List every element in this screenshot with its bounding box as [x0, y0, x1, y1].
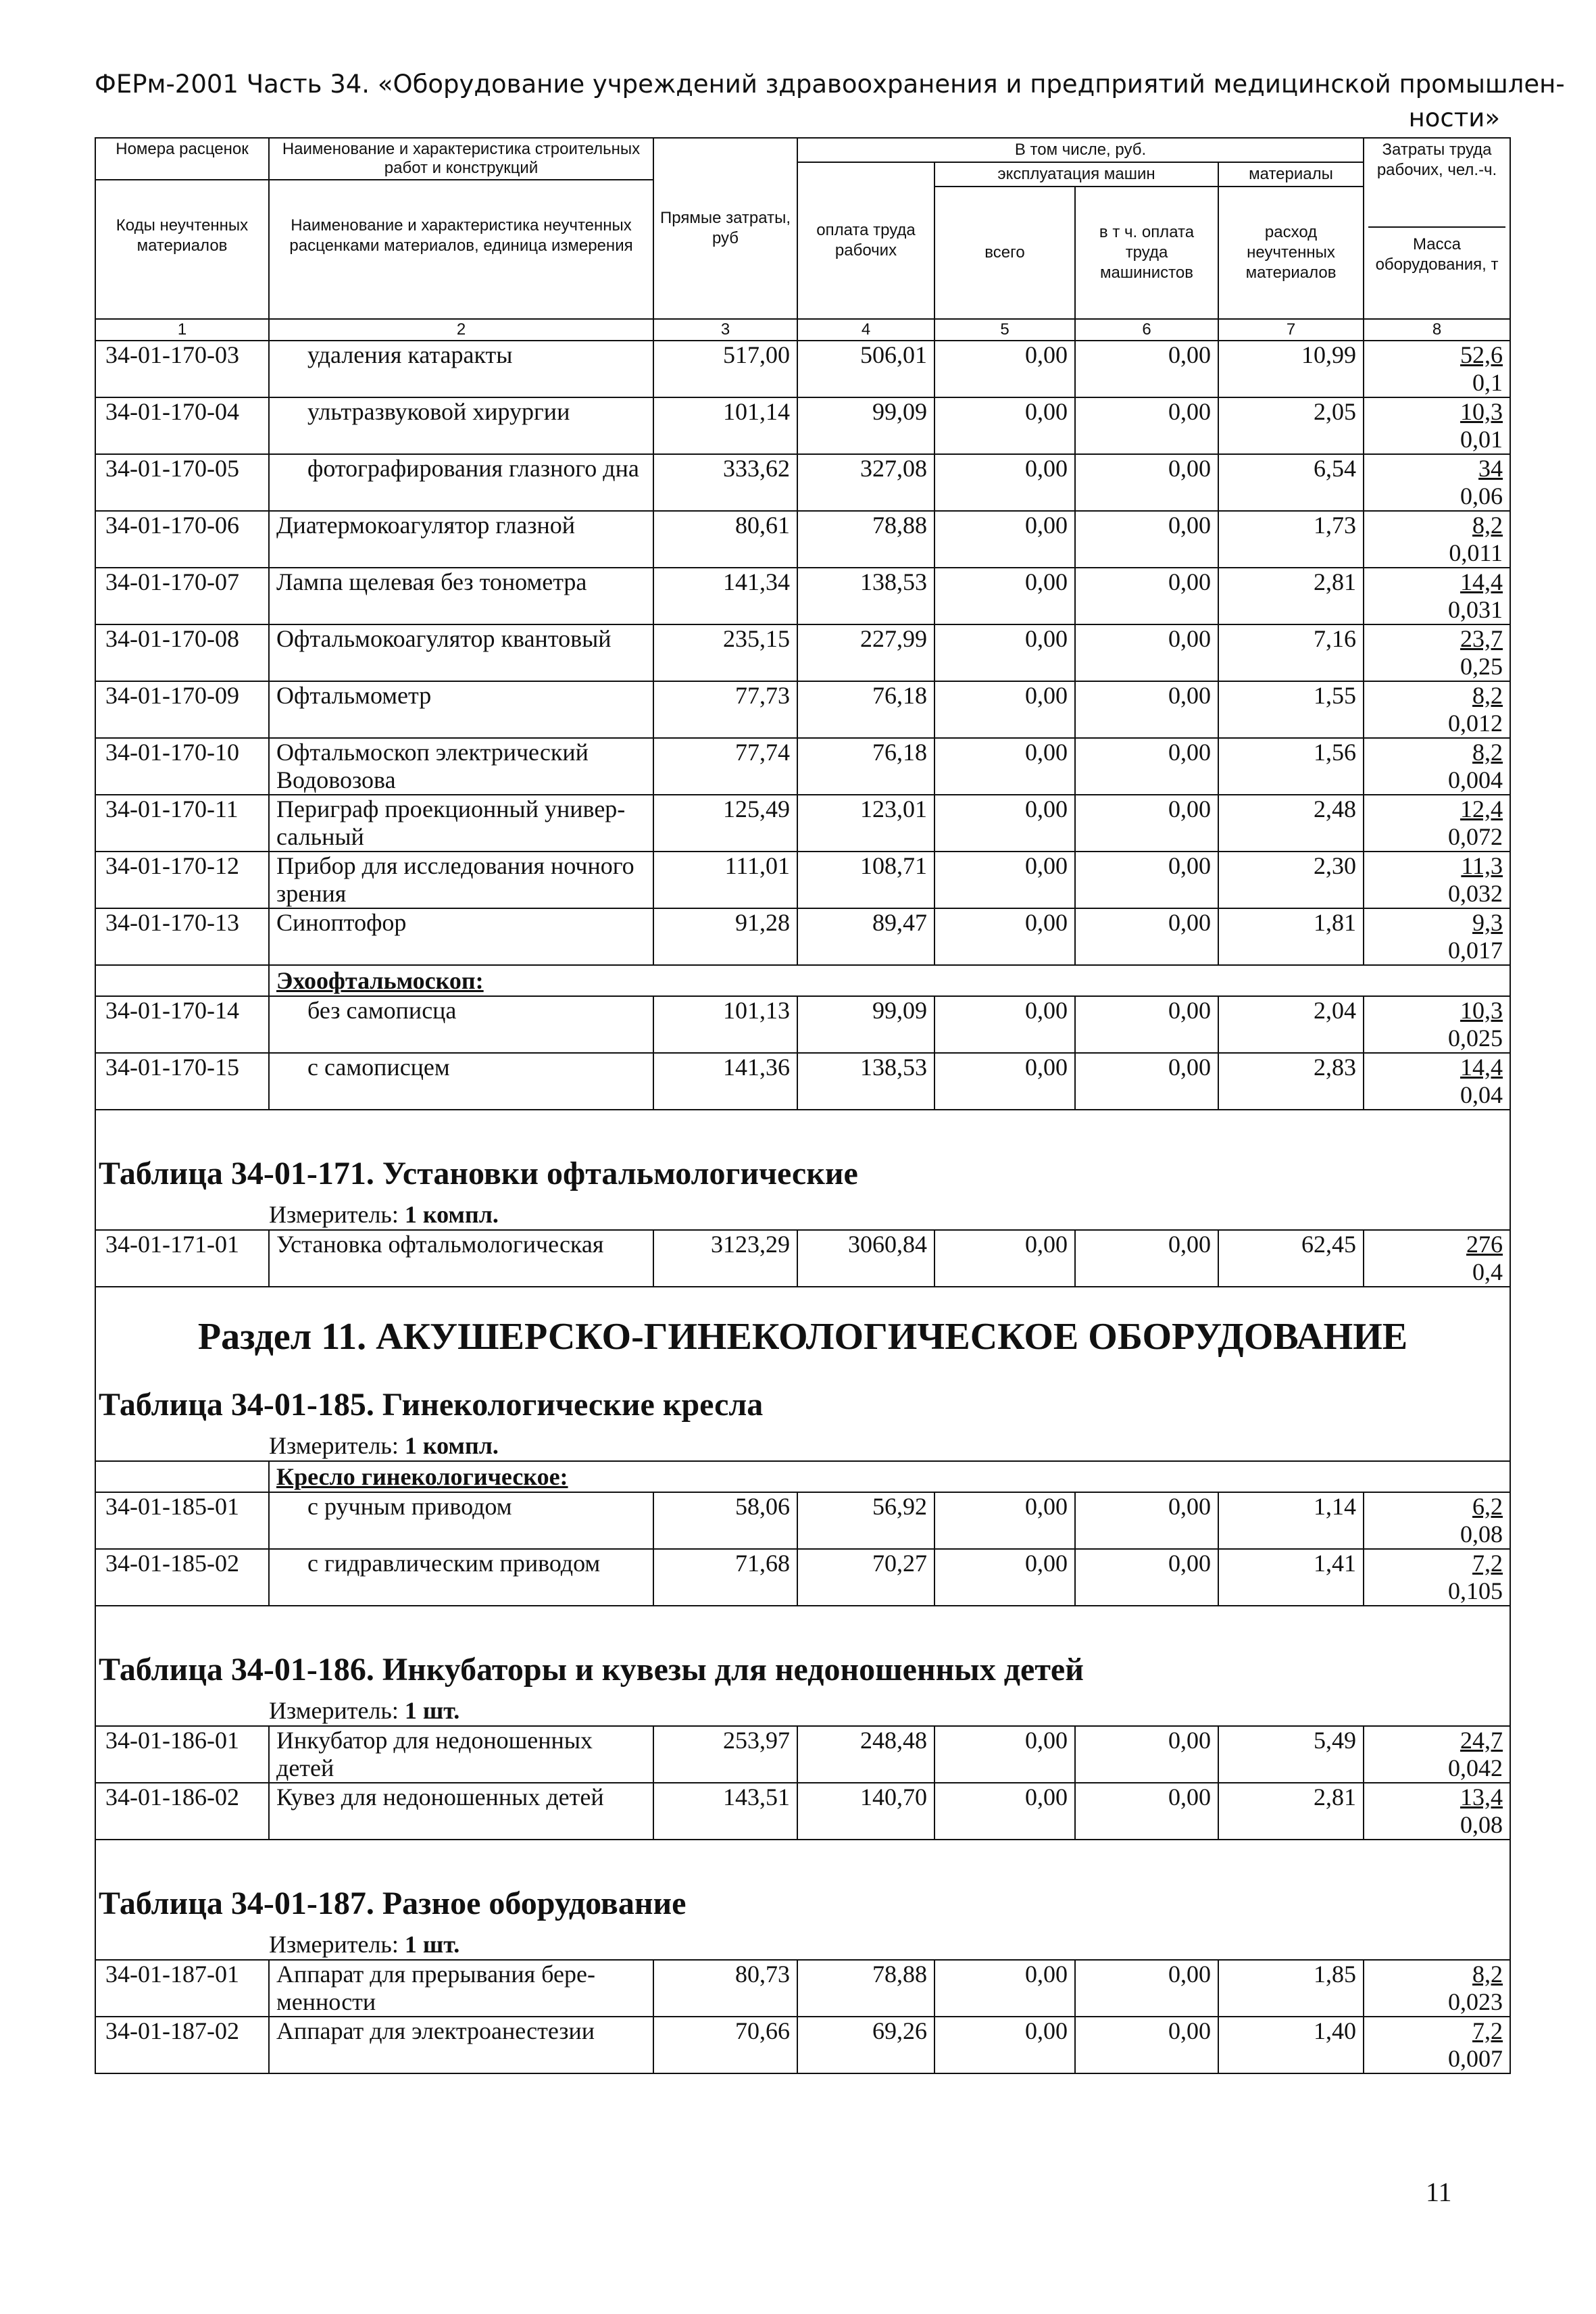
labor-hours: 34 [1478, 455, 1503, 482]
rate-name: фотографирования глазного дна [269, 454, 653, 511]
labor-and-mass [1364, 738, 1510, 795]
rate-name: Аппарат для электроанестезии [269, 2017, 653, 2073]
labor-and-mass [1364, 1492, 1510, 1549]
head-num: 4 [797, 319, 934, 341]
materials-cost: 2,83 [1218, 1053, 1364, 1110]
machine-total: 0,00 [934, 1783, 1075, 1840]
page-header-line-2: ности» [1408, 103, 1500, 132]
equipment-mass: 0,1 [1472, 369, 1503, 396]
rate-code: 34-01-170-13 [95, 908, 269, 965]
equipment-mass: 0,032 [1448, 880, 1503, 907]
labor-hours: 7,2 [1472, 1550, 1503, 1577]
head-incl: В том числе, руб. [797, 138, 1364, 162]
labor-hours: 8,2 [1472, 739, 1503, 766]
rate-row [95, 996, 1510, 1053]
rate-row [95, 1783, 1510, 1840]
labor-and-mass [1364, 1783, 1510, 1840]
rate-code: 34-01-170-05 [95, 454, 269, 511]
worker-pay: 99,09 [797, 397, 934, 454]
machine-total: 0,00 [934, 1549, 1075, 1606]
rate-code: 34-01-170-06 [95, 511, 269, 568]
group-row [95, 1461, 1510, 1492]
machinist-pay: 0,00 [1075, 996, 1218, 1053]
direct-costs: 517,00 [653, 341, 797, 397]
unit-value: 1 шт. [404, 1931, 460, 1958]
worker-pay: 506,01 [797, 341, 934, 397]
labor-hours: 12,4 [1460, 795, 1503, 822]
materials-cost: 1,56 [1218, 738, 1364, 795]
rates-table [95, 137, 1511, 2074]
materials-cost: 1,81 [1218, 908, 1364, 965]
rate-row [95, 852, 1510, 908]
head-exploitation: эксплуатация машин [934, 162, 1218, 187]
labor-and-mass [1364, 852, 1510, 908]
rate-name: с гидравлическим приводом [269, 1549, 653, 1606]
worker-pay: 76,18 [797, 681, 934, 738]
rate-name: Синоптофор [269, 908, 653, 965]
head-num: 6 [1075, 319, 1218, 341]
direct-costs: 3123,29 [653, 1230, 797, 1287]
machinist-pay: 0,00 [1075, 397, 1218, 454]
head-col2-top: Наименование и характеристика строительных работ и конструкций [270, 139, 653, 180]
worker-pay: 123,01 [797, 795, 934, 852]
section-title: Раздел 11. АКУШЕРСКО-ГИНЕКОЛОГИЧЕСКОЕ ОБОРУДОВАНИЕ [95, 1287, 1510, 1379]
machinist-pay: 0,00 [1075, 681, 1218, 738]
labor-hours: 276 [1466, 1231, 1503, 1258]
unit-label: Измеритель: [269, 1432, 399, 1459]
equipment-mass: 0,004 [1448, 766, 1503, 793]
machine-total: 0,00 [934, 738, 1075, 795]
block1-body [95, 341, 1510, 965]
head-col1-bottom: Коды неучтенных материалов [116, 216, 249, 255]
worker-pay: 70,27 [797, 1549, 934, 1606]
echo-group [95, 965, 1510, 996]
worker-pay: 78,88 [797, 511, 934, 568]
head-num: 2 [269, 319, 653, 341]
direct-costs: 77,73 [653, 681, 797, 738]
worker-pay: 89,47 [797, 908, 934, 965]
section-11-heading [95, 1287, 1510, 1492]
equipment-mass: 0,25 [1460, 653, 1503, 680]
machinist-pay: 0,00 [1075, 511, 1218, 568]
worker-pay: 227,99 [797, 624, 934, 681]
labor-hours: 8,2 [1472, 682, 1503, 709]
rate-row [95, 738, 1510, 795]
materials-cost: 1,41 [1218, 1549, 1364, 1606]
group-label: Кресло гинекологическое: [269, 1461, 1510, 1492]
machinist-pay: 0,00 [1075, 624, 1218, 681]
labor-and-mass [1364, 908, 1510, 965]
rate-row [95, 1053, 1510, 1110]
machinist-pay: 0,00 [1075, 2017, 1218, 2073]
head-col5: всего [934, 187, 1075, 319]
rate-row [95, 568, 1510, 624]
direct-costs: 333,62 [653, 454, 797, 511]
table-title: Таблица 34-01-171. Установки офтальмологические [95, 1148, 1510, 1200]
table-171-body [95, 1230, 1510, 1287]
direct-costs: 91,28 [653, 908, 797, 965]
head-col7: расход неучтенных материалов [1218, 187, 1364, 319]
labor-and-mass [1364, 795, 1510, 852]
rate-row [95, 1549, 1510, 1606]
rate-code: 34-01-170-08 [95, 624, 269, 681]
rate-code: 34-01-170-15 [95, 1053, 269, 1110]
direct-costs: 80,73 [653, 1960, 797, 2017]
worker-pay: 248,48 [797, 1726, 934, 1783]
worker-pay: 76,18 [797, 738, 934, 795]
rate-row [95, 1492, 1510, 1549]
equipment-mass: 0,08 [1460, 1521, 1503, 1548]
rate-name: Диатермокоагулятор глазной [269, 511, 653, 568]
worker-pay: 56,92 [797, 1492, 934, 1549]
labor-and-mass [1364, 1230, 1510, 1287]
rate-code: 34-01-186-01 [95, 1726, 269, 1783]
table-186-heading [95, 1606, 1510, 1726]
worker-pay: 327,08 [797, 454, 934, 511]
machinist-pay: 0,00 [1075, 454, 1218, 511]
labor-and-mass [1364, 1960, 1510, 2017]
rate-code: 34-01-170-12 [95, 852, 269, 908]
rate-name: Инкубатор для недоношенных детей [269, 1726, 653, 1783]
labor-and-mass [1364, 1549, 1510, 1606]
materials-cost: 2,81 [1218, 1783, 1364, 1840]
unit-label: Измеритель: [269, 1697, 399, 1724]
rate-row [95, 1230, 1510, 1287]
machinist-pay: 0,00 [1075, 1230, 1218, 1287]
head-col2 [269, 138, 653, 319]
head-col8-top: Затраты труда рабочих, чел.-ч. [1376, 141, 1497, 179]
machinist-pay: 0,00 [1075, 1783, 1218, 1840]
machine-total: 0,00 [934, 511, 1075, 568]
head-num: 8 [1364, 319, 1510, 341]
materials-cost: 1,14 [1218, 1492, 1364, 1549]
materials-cost: 1,40 [1218, 2017, 1364, 2073]
direct-costs: 253,97 [653, 1726, 797, 1783]
worker-pay: 138,53 [797, 568, 934, 624]
direct-costs: 101,13 [653, 996, 797, 1053]
machine-total: 0,00 [934, 624, 1075, 681]
head-col2-bottom: Наименование и характеристика неучтенных расценками материалов, единица измерения [289, 216, 633, 255]
rate-row [95, 454, 1510, 511]
machinist-pay: 0,00 [1075, 1549, 1218, 1606]
labor-hours: 14,4 [1460, 1054, 1503, 1081]
rate-name: Лампа щелевая без тонометра [269, 568, 653, 624]
machine-total: 0,00 [934, 681, 1075, 738]
table-title: Таблица 34-01-187. Разное оборудование [95, 1878, 1510, 1929]
equipment-mass: 0,011 [1449, 539, 1503, 566]
head-col8-bottom: Масса оборудования, т [1368, 226, 1505, 275]
rate-row [95, 624, 1510, 681]
rate-name: с ручным приводом [269, 1492, 653, 1549]
group-label: Эхоофтальмоскоп: [269, 965, 1510, 996]
machinist-pay: 0,00 [1075, 738, 1218, 795]
table-171-heading [95, 1110, 1510, 1230]
rate-row [95, 341, 1510, 397]
rate-code: 34-01-170-09 [95, 681, 269, 738]
table-title: Таблица 34-01-185. Гинекологические кресла [95, 1379, 1510, 1431]
labor-hours: 14,4 [1460, 568, 1503, 595]
equipment-mass: 0,072 [1448, 823, 1503, 850]
machinist-pay: 0,00 [1075, 341, 1218, 397]
head-num: 1 [95, 319, 269, 341]
materials-cost: 2,05 [1218, 397, 1364, 454]
equipment-mass: 0,017 [1448, 937, 1503, 964]
rate-code: 34-01-170-14 [95, 996, 269, 1053]
machinist-pay: 0,00 [1075, 1492, 1218, 1549]
machine-total: 0,00 [934, 341, 1075, 397]
rate-code: 34-01-170-04 [95, 397, 269, 454]
rate-code: 34-01-170-07 [95, 568, 269, 624]
rate-name: Кувез для недоношенных детей [269, 1783, 653, 1840]
machinist-pay: 0,00 [1075, 568, 1218, 624]
worker-pay: 69,26 [797, 2017, 934, 2073]
direct-costs: 143,51 [653, 1783, 797, 1840]
equipment-mass: 0,08 [1460, 1811, 1503, 1838]
rate-name: с самописцем [269, 1053, 653, 1110]
equipment-mass: 0,007 [1448, 2045, 1503, 2072]
labor-and-mass [1364, 624, 1510, 681]
unit-value: 1 компл. [404, 1432, 499, 1459]
materials-cost: 6,54 [1218, 454, 1364, 511]
rate-name: ультразвуковой хирургии [269, 397, 653, 454]
labor-and-mass [1364, 511, 1510, 568]
head-num: 3 [653, 319, 797, 341]
machinist-pay: 0,00 [1075, 795, 1218, 852]
rate-row [95, 1726, 1510, 1783]
equipment-mass: 0,4 [1472, 1258, 1503, 1285]
machine-total: 0,00 [934, 1726, 1075, 1783]
equipment-mass: 0,031 [1448, 596, 1503, 623]
unit-value: 1 шт. [404, 1697, 460, 1724]
unit-label: Измеритель: [269, 1931, 399, 1958]
materials-cost: 5,49 [1218, 1726, 1364, 1783]
rate-code: 34-01-170-10 [95, 738, 269, 795]
direct-costs: 141,34 [653, 568, 797, 624]
head-col1 [95, 138, 269, 319]
head-num: 7 [1218, 319, 1364, 341]
rate-code: 34-01-185-02 [95, 1549, 269, 1606]
labor-and-mass [1364, 454, 1510, 511]
head-col8 [1364, 138, 1510, 319]
equipment-mass: 0,012 [1448, 710, 1503, 737]
materials-cost: 7,16 [1218, 624, 1364, 681]
labor-hours: 6,2 [1472, 1493, 1503, 1520]
direct-costs: 235,15 [653, 624, 797, 681]
machine-total: 0,00 [934, 568, 1075, 624]
direct-costs: 71,68 [653, 1549, 797, 1606]
machine-total: 0,00 [934, 908, 1075, 965]
table-title: Таблица 34-01-186. Инкубаторы и кувезы для недоношенных детей [95, 1644, 1510, 1696]
head-col4: оплата труда рабочих [797, 162, 934, 319]
materials-cost: 62,45 [1218, 1230, 1364, 1287]
machine-total: 0,00 [934, 454, 1075, 511]
direct-costs: 101,14 [653, 397, 797, 454]
labor-hours: 24,7 [1460, 1727, 1503, 1754]
equipment-mass: 0,06 [1460, 483, 1503, 510]
machine-total: 0,00 [934, 1960, 1075, 2017]
unit-line [95, 1431, 1510, 1461]
labor-hours: 13,4 [1460, 1783, 1503, 1811]
worker-pay: 99,09 [797, 996, 934, 1053]
group-row [95, 965, 1510, 996]
labor-hours: 11,3 [1461, 852, 1503, 879]
rate-row [95, 795, 1510, 852]
worker-pay: 108,71 [797, 852, 934, 908]
worker-pay: 140,70 [797, 1783, 934, 1840]
page-header [95, 68, 1565, 135]
direct-costs: 141,36 [653, 1053, 797, 1110]
rate-name: Офтальмометр [269, 681, 653, 738]
head-col3: Прямые затраты, руб [653, 138, 797, 319]
unit-value: 1 компл. [404, 1201, 499, 1228]
labor-hours: 8,2 [1472, 1961, 1503, 1988]
labor-and-mass [1364, 996, 1510, 1053]
labor-and-mass [1364, 397, 1510, 454]
materials-cost: 2,81 [1218, 568, 1364, 624]
table-185-body [95, 1492, 1510, 1606]
worker-pay: 138,53 [797, 1053, 934, 1110]
direct-costs: 125,49 [653, 795, 797, 852]
block2-body [95, 996, 1510, 1110]
machine-total: 0,00 [934, 852, 1075, 908]
table-186-body [95, 1726, 1510, 1840]
labor-and-mass [1364, 1726, 1510, 1783]
page-number: 11 [1426, 2177, 1452, 2207]
labor-and-mass [1364, 2017, 1510, 2073]
rate-code: 34-01-171-01 [95, 1230, 269, 1287]
unit-line [95, 1929, 1510, 1960]
materials-cost: 10,99 [1218, 341, 1364, 397]
head-num: 5 [934, 319, 1075, 341]
table-head [95, 138, 1510, 341]
labor-hours: 10,3 [1460, 997, 1503, 1024]
labor-hours: 7,2 [1472, 2017, 1503, 2044]
equipment-mass: 0,025 [1448, 1025, 1503, 1052]
head-col6: в т ч. оплата труда машинистов [1075, 187, 1218, 319]
direct-costs: 77,74 [653, 738, 797, 795]
rates-table-frame [95, 137, 1510, 2074]
machine-total: 0,00 [934, 996, 1075, 1053]
labor-hours: 52,6 [1460, 341, 1503, 368]
rate-row [95, 908, 1510, 965]
rate-code: 34-01-186-02 [95, 1783, 269, 1840]
rate-row [95, 511, 1510, 568]
materials-cost: 1,85 [1218, 1960, 1364, 2017]
labor-hours: 23,7 [1460, 625, 1503, 652]
machinist-pay: 0,00 [1075, 852, 1218, 908]
rate-name: без самописца [269, 996, 653, 1053]
direct-costs: 80,61 [653, 511, 797, 568]
materials-cost: 1,73 [1218, 511, 1364, 568]
rate-name: Офтальмоскоп электрический Водовозова [269, 738, 653, 795]
table-187-heading [95, 1840, 1510, 1960]
labor-and-mass [1364, 341, 1510, 397]
page-header-line-1: ФЕРм-2001 Часть 34. «Оборудование учреждений здравоохранения и предприятий медицинской промышлен- [95, 70, 1565, 99]
rate-name: Прибор для исследования ночного зрения [269, 852, 653, 908]
labor-and-mass [1364, 568, 1510, 624]
head-materials: материалы [1218, 162, 1364, 187]
materials-cost: 2,30 [1218, 852, 1364, 908]
direct-costs: 111,01 [653, 852, 797, 908]
rate-code: 34-01-185-01 [95, 1492, 269, 1549]
machine-total: 0,00 [934, 397, 1075, 454]
worker-pay: 78,88 [797, 1960, 934, 2017]
head-numbers-row [95, 319, 1510, 341]
rate-code: 34-01-187-01 [95, 1960, 269, 2017]
rate-row [95, 397, 1510, 454]
labor-and-mass [1364, 681, 1510, 738]
labor-hours: 10,3 [1460, 398, 1503, 425]
machinist-pay: 0,00 [1075, 1053, 1218, 1110]
labor-hours: 9,3 [1472, 909, 1503, 936]
equipment-mass: 0,04 [1460, 1081, 1503, 1108]
rate-code: 34-01-170-11 [95, 795, 269, 852]
equipment-mass: 0,105 [1448, 1577, 1503, 1604]
materials-cost: 1,55 [1218, 681, 1364, 738]
machinist-pay: 0,00 [1075, 1726, 1218, 1783]
materials-cost: 2,04 [1218, 996, 1364, 1053]
table-187-body [95, 1960, 1510, 2073]
worker-pay: 3060,84 [797, 1230, 934, 1287]
unit-label: Измеритель: [269, 1201, 399, 1228]
rate-row [95, 2017, 1510, 2073]
rate-code: 34-01-187-02 [95, 2017, 269, 2073]
equipment-mass: 0,01 [1460, 426, 1503, 453]
materials-cost: 2,48 [1218, 795, 1364, 852]
machinist-pay: 0,00 [1075, 1960, 1218, 2017]
labor-and-mass [1364, 1053, 1510, 1110]
rate-name: Установка офтальмологическая [269, 1230, 653, 1287]
rate-name: Офтальмокоагулятор квантовый [269, 624, 653, 681]
rate-name: Аппарат для прерывания бере-менности [269, 1960, 653, 2017]
equipment-mass: 0,042 [1448, 1754, 1503, 1781]
rate-row [95, 1960, 1510, 2017]
direct-costs: 70,66 [653, 2017, 797, 2073]
labor-hours: 8,2 [1472, 512, 1503, 539]
rate-row [95, 681, 1510, 738]
head-col1-top: Номера расценок [96, 139, 268, 180]
machine-total: 0,00 [934, 1230, 1075, 1287]
machine-total: 0,00 [934, 2017, 1075, 2073]
unit-line [95, 1200, 1510, 1230]
machine-total: 0,00 [934, 1492, 1075, 1549]
equipment-mass: 0,023 [1448, 1988, 1503, 2015]
machine-total: 0,00 [934, 795, 1075, 852]
machine-total: 0,00 [934, 1053, 1075, 1110]
rate-name: Периграф проекционный универ-сальный [269, 795, 653, 852]
rate-code: 34-01-170-03 [95, 341, 269, 397]
unit-line [95, 1696, 1510, 1726]
machinist-pay: 0,00 [1075, 908, 1218, 965]
direct-costs: 58,06 [653, 1492, 797, 1549]
rate-name: удаления катаракты [269, 341, 653, 397]
